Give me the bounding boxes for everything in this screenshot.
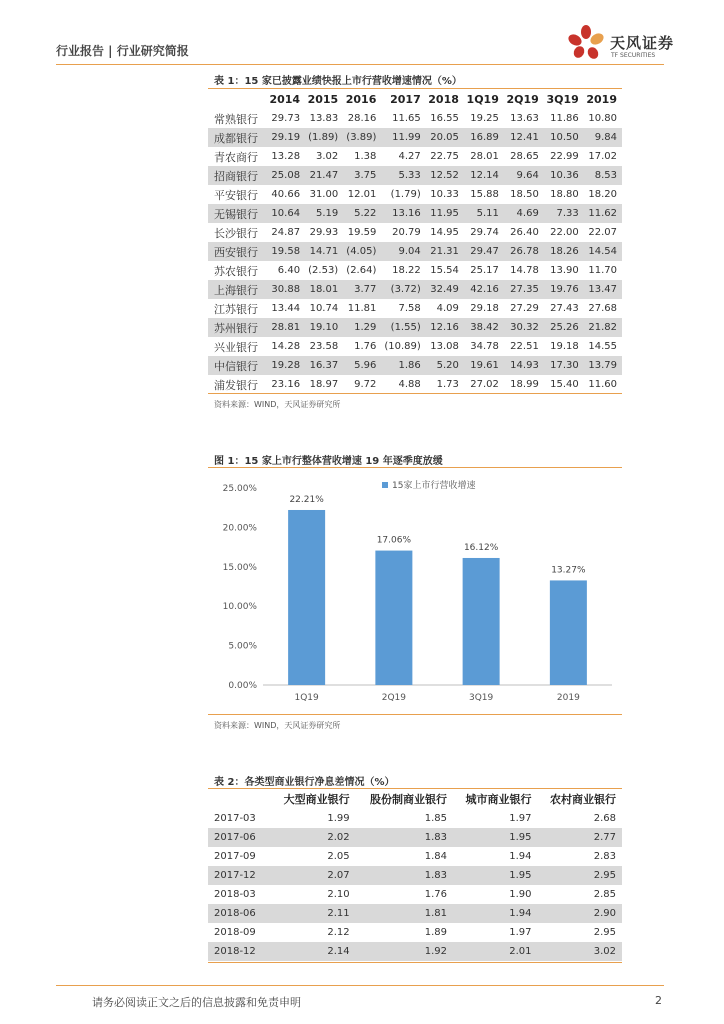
table-row <box>208 904 622 923</box>
table1-cell: 32.49 <box>426 280 464 299</box>
table2-cell: 1.97 <box>509 927 532 938</box>
table1-cell: 18.80 <box>550 189 579 200</box>
table1-cell: 18.97 <box>309 379 339 390</box>
table1-row-label: 西安银行 <box>208 242 267 261</box>
table-row <box>208 280 622 299</box>
table2-row-label: 2018-06 <box>208 904 271 923</box>
table1-cell: 14.78 <box>510 265 539 276</box>
data-label: 22.21% <box>289 494 324 505</box>
table-row <box>208 356 622 375</box>
table1-header-cell: 2019 <box>586 92 617 106</box>
table1-cell: 5.22 <box>343 204 381 223</box>
table1-cell: 4.69 <box>504 204 544 223</box>
table1-cell: 9.04 <box>381 242 425 261</box>
table1-cell: 27.43 <box>550 303 579 314</box>
table1-cell: 4.88 <box>398 379 421 390</box>
table2-cell: 1.83 <box>356 828 453 847</box>
table1-cell: 13.79 <box>584 356 622 375</box>
table1-cell: 19.76 <box>544 280 584 299</box>
data-label: 16.12% <box>463 542 499 553</box>
table2-cell: 2.07 <box>271 866 355 885</box>
figure1-caption: 图 1：15 家上市行整体营收增速 19 年逐季度放缓 <box>214 456 443 467</box>
flower-logo-icon <box>566 24 610 62</box>
table-row <box>208 223 622 242</box>
table-row <box>208 318 622 337</box>
table2-cell: 2.68 <box>593 813 616 824</box>
table2-cell: 2.85 <box>593 889 616 900</box>
table1-cell: 13.47 <box>584 280 622 299</box>
table2-cell: 1.97 <box>509 813 532 824</box>
table-row <box>208 147 622 166</box>
table1-row-label: 常熟银行 <box>214 112 258 126</box>
x-tick-label: 2Q19 <box>381 693 407 703</box>
y-tick-label: 5.00% <box>228 641 257 652</box>
table2-cell: 2.12 <box>327 927 350 938</box>
table1-header-cell: 2015 <box>307 92 339 106</box>
table1-cell: 17.02 <box>588 151 617 162</box>
table-row <box>208 375 622 394</box>
table1-row-label: 无锡银行 <box>208 204 267 223</box>
x-tick-label: 3Q19 <box>468 693 494 703</box>
table1-cell: 3.75 <box>343 166 381 185</box>
table1-cell: 27.68 <box>588 303 617 314</box>
table1-header-cell: 2014 <box>269 92 301 106</box>
table1-cell: 14.28 <box>271 341 301 352</box>
table1-cell: 20.79 <box>392 227 421 238</box>
logo-name-en: TF SECURITIES <box>611 52 656 59</box>
y-tick-label: 20.00% <box>222 523 257 534</box>
table2-header-cell: 农村商业银行 <box>550 793 616 806</box>
table1-cell: 14.54 <box>584 242 622 261</box>
table1-cell: 9.84 <box>584 128 622 147</box>
table1-cell: 13.90 <box>550 265 579 276</box>
table1-cell: 1.76 <box>354 341 377 352</box>
table-row <box>208 166 622 185</box>
table2-header-cell: 股份制商业银行 <box>370 793 447 806</box>
bar <box>550 580 587 685</box>
y-tick-label: 25.00% <box>222 484 257 494</box>
table1-row-label: 青农商行 <box>214 150 258 164</box>
table1-cell: 1.86 <box>381 356 425 375</box>
table-row <box>208 128 622 147</box>
table1-cell: 11.81 <box>347 303 377 314</box>
table1-cell: 38.42 <box>464 318 504 337</box>
table2-cell: 1.94 <box>509 851 532 862</box>
table1-cell: 25.26 <box>544 318 584 337</box>
table1-cell: 5.19 <box>305 204 343 223</box>
table-row <box>208 828 622 847</box>
revenue-growth-table <box>208 89 622 394</box>
bar <box>288 510 325 685</box>
table1-cell: 13.08 <box>430 341 459 352</box>
table2-cell: 1.84 <box>424 851 447 862</box>
table1-cell: 18.26 <box>544 242 584 261</box>
table1-cell: 12.41 <box>504 128 544 147</box>
table1-cell: 20.05 <box>426 128 464 147</box>
table1-cell: 13.63 <box>510 113 539 124</box>
table-row <box>208 261 622 280</box>
table1-cell: 10.80 <box>588 113 617 124</box>
table-row <box>208 866 622 885</box>
table1-cell: 19.25 <box>470 113 499 124</box>
table2-cell: 2.90 <box>537 904 622 923</box>
table1-cell: 19.18 <box>550 341 579 352</box>
table1-cell: 29.18 <box>470 303 499 314</box>
table1-cell: 22.00 <box>550 227 579 238</box>
table1-cell: 4.27 <box>398 151 421 162</box>
table1-cell: 15.54 <box>430 265 459 276</box>
table1-cell: 11.99 <box>381 128 425 147</box>
report-header: 行业报告 | 行业研究简报 <box>56 44 189 58</box>
table1-cell: 15.40 <box>550 379 579 390</box>
table1-cell: 10.50 <box>544 128 584 147</box>
table1-cell: 7.58 <box>398 303 421 314</box>
table1-cell: 23.58 <box>309 341 339 352</box>
table1-cell: 25.08 <box>267 166 305 185</box>
table1-cell: 19.28 <box>267 356 305 375</box>
table1-cell: 3.77 <box>343 280 381 299</box>
table2-cell: 1.95 <box>453 866 537 885</box>
table2-cell: 2.83 <box>593 851 616 862</box>
table-row <box>208 847 622 866</box>
bar <box>375 551 412 685</box>
table2-row-label: 2017-12 <box>208 866 271 885</box>
figure1-top-rule <box>208 467 622 468</box>
table2-cell: 1.83 <box>356 866 453 885</box>
table1-cell: 4.09 <box>436 303 459 314</box>
figure1-source: 资料来源：WIND，天风证券研究所 <box>214 721 341 730</box>
table1-cell: (3.89) <box>343 128 381 147</box>
y-tick-label: 0.00% <box>228 681 257 691</box>
table1-cell: 34.78 <box>470 341 499 352</box>
table1-header-cell: 1Q19 <box>466 92 499 106</box>
table1-cell: 22.07 <box>588 227 617 238</box>
table1-cell: 16.37 <box>305 356 343 375</box>
table1-cell: 11.62 <box>584 204 622 223</box>
company-logo <box>566 24 676 62</box>
table1-cell: 19.10 <box>305 318 343 337</box>
table1-cell: 12.52 <box>426 166 464 185</box>
table1-cell: 19.58 <box>267 242 305 261</box>
table1-row-label: 中信银行 <box>208 356 267 375</box>
table1-cell: 26.40 <box>510 227 539 238</box>
table2-cell: 2.14 <box>271 942 355 961</box>
table1-row-label: 浦发银行 <box>214 378 258 392</box>
table-row <box>208 109 622 128</box>
table2-cell: 1.81 <box>356 904 453 923</box>
table1-cell: 3.02 <box>315 151 339 162</box>
table1-cell: 7.33 <box>544 204 584 223</box>
table1-row-label: 苏州银行 <box>208 318 267 337</box>
table1-source: 资料来源：WIND，天风证券研究所 <box>214 400 341 409</box>
table2-row-label: 2018-12 <box>208 942 271 961</box>
table-row <box>208 242 622 261</box>
table1-cell: 21.31 <box>426 242 464 261</box>
table1-cell: 8.53 <box>584 166 622 185</box>
table1-cell: 11.65 <box>392 113 421 124</box>
table2-caption: 表 2：各类型商业银行净息差情况（%） <box>214 777 395 788</box>
table1-cell: (2.53) <box>308 265 339 276</box>
table1-caption: 表 1：15 家已披露业绩快报上市行营收增速情况（%） <box>214 76 462 87</box>
table-row <box>208 809 622 828</box>
table2-cell: 1.95 <box>453 828 537 847</box>
table2-cell: 2.77 <box>537 828 622 847</box>
legend-swatch <box>382 482 388 488</box>
table1-row-label: 成都银行 <box>208 128 267 147</box>
table2-cell: 2.10 <box>327 889 350 900</box>
table1-cell: 19.59 <box>347 227 377 238</box>
table1-cell: 29.93 <box>309 227 339 238</box>
table1-cell: 26.78 <box>504 242 544 261</box>
x-tick-label: 1Q19 <box>294 693 319 703</box>
table1-cell: 14.71 <box>305 242 343 261</box>
figure1-bottom-rule <box>208 714 622 715</box>
table1-cell: 13.28 <box>271 151 301 162</box>
table1-cell: 30.32 <box>504 318 544 337</box>
table1-header-cell: 2018 <box>428 92 459 106</box>
table2-row-label: 2018-09 <box>214 927 256 938</box>
table1-cell: 11.60 <box>588 379 617 390</box>
table1-cell: 10.33 <box>430 189 459 200</box>
table-row <box>208 942 622 961</box>
table2-header-cell: 大型商业银行 <box>283 793 350 806</box>
table1-cell: 42.16 <box>464 280 504 299</box>
table2-cell: 1.76 <box>424 889 447 900</box>
table1-cell: 12.01 <box>347 189 377 200</box>
table2-cell: 1.89 <box>424 927 447 938</box>
table1-cell: 22.99 <box>550 151 579 162</box>
table1-cell: 14.95 <box>430 227 459 238</box>
table-row <box>208 185 622 204</box>
table1-cell: 13.44 <box>271 303 301 314</box>
table1-cell: 40.66 <box>271 189 301 200</box>
table1-cell: 12.16 <box>426 318 464 337</box>
footer-divider <box>56 985 664 986</box>
table1-row-label: 招商银行 <box>208 166 267 185</box>
table1-cell: 28.65 <box>510 151 539 162</box>
table2-cell: 2.01 <box>453 942 537 961</box>
table1-cell: 1.73 <box>436 379 459 390</box>
table1-header-cell: 2017 <box>390 92 421 106</box>
table1-cell: 28.81 <box>267 318 305 337</box>
table1-cell: 28.16 <box>347 113 377 124</box>
table1-header-cell: 3Q19 <box>546 92 579 106</box>
table1-cell: 23.16 <box>271 379 301 390</box>
table2-cell: 2.05 <box>327 851 350 862</box>
y-tick-label: 10.00% <box>222 602 257 613</box>
header-divider <box>56 64 664 65</box>
net-interest-margin-table <box>208 789 622 961</box>
table-row <box>208 337 622 356</box>
table1-cell: 9.64 <box>504 166 544 185</box>
table1-cell: 29.73 <box>271 113 301 124</box>
table1-cell: 16.55 <box>430 113 459 124</box>
table1-row-label: 兴业银行 <box>214 340 258 354</box>
table1-cell: 5.33 <box>381 166 425 185</box>
table2-cell: 3.02 <box>537 942 622 961</box>
table-row <box>208 923 622 942</box>
table1-row-label: 上海银行 <box>208 280 267 299</box>
table1-cell: 5.20 <box>426 356 464 375</box>
table2-cell: 1.94 <box>453 904 537 923</box>
table1-cell: 27.35 <box>504 280 544 299</box>
table1-cell: 14.93 <box>504 356 544 375</box>
table1-cell: 1.38 <box>354 151 377 162</box>
data-label: 13.27% <box>551 565 586 576</box>
table1-cell: (2.64) <box>346 265 377 276</box>
bar <box>463 558 500 685</box>
table1-cell: 5.96 <box>343 356 381 375</box>
table1-cell: 21.82 <box>584 318 622 337</box>
logo-name-cn: 天风证券 <box>610 34 675 52</box>
table-row <box>208 885 622 904</box>
table1-cell: 27.29 <box>510 303 539 314</box>
table1-cell: (4.05) <box>343 242 381 261</box>
table1-cell: (1.55) <box>381 318 425 337</box>
table1-cell: 18.20 <box>588 189 617 200</box>
table1-cell: 14.55 <box>588 341 617 352</box>
table1-row-label: 长沙银行 <box>214 226 258 240</box>
table2-row-label: 2017-06 <box>208 828 271 847</box>
table1-cell: 29.19 <box>267 128 305 147</box>
table1-cell: 11.86 <box>550 113 579 124</box>
table1-cell: 29.47 <box>464 242 504 261</box>
table2-header-cell: 城市商业银行 <box>465 793 532 806</box>
table1-cell: 10.64 <box>267 204 305 223</box>
table2-cell: 2.11 <box>271 904 355 923</box>
table1-cell: 13.83 <box>309 113 339 124</box>
table2-cell: 1.90 <box>509 889 532 900</box>
table1-header-cell: 2016 <box>345 92 377 106</box>
table1-cell: 11.95 <box>426 204 464 223</box>
revenue-growth-bar-chart <box>208 470 622 710</box>
table2-cell: 1.92 <box>356 942 453 961</box>
table2-bottom-rule <box>208 962 622 963</box>
table1-cell: (3.72) <box>381 280 425 299</box>
table-row <box>208 204 622 223</box>
table1-cell: 29.74 <box>470 227 499 238</box>
x-tick-label: 2019 <box>556 693 580 703</box>
table1-header-cell <box>208 89 267 109</box>
table1-cell: 24.87 <box>271 227 301 238</box>
table2-cell: 2.02 <box>271 828 355 847</box>
table1-row-label: 平安银行 <box>214 188 258 202</box>
table2-cell: 2.95 <box>593 927 616 938</box>
table1-cell: 11.70 <box>588 265 617 276</box>
table1-row-label: 江苏银行 <box>214 302 258 316</box>
table1-cell: 1.29 <box>343 318 381 337</box>
table1-row-label: 苏农银行 <box>214 264 258 278</box>
y-tick-label: 15.00% <box>222 562 257 573</box>
table1-cell: 22.75 <box>430 151 459 162</box>
table1-cell: 27.02 <box>470 379 499 390</box>
table2-row-label: 2018-03 <box>214 889 256 900</box>
legend-label: 15家上市行营收增速 <box>392 481 476 491</box>
table1-cell: 5.11 <box>464 204 504 223</box>
table1-cell: 30.88 <box>267 280 305 299</box>
table1-cell: (1.79) <box>390 189 421 200</box>
table1-cell: 16.89 <box>464 128 504 147</box>
table2-header-cell <box>208 789 271 809</box>
table-row <box>208 299 622 318</box>
table1-cell: 25.17 <box>470 265 499 276</box>
table2-row-label: 2017-03 <box>214 813 256 824</box>
table1-cell: 31.00 <box>309 189 339 200</box>
table1-cell: 9.72 <box>354 379 377 390</box>
table1-cell: 19.61 <box>464 356 504 375</box>
disclaimer: 请务必阅读正文之后的信息披露和免责申明 <box>92 996 301 1009</box>
table1-cell: 13.16 <box>381 204 425 223</box>
table1-cell: 18.50 <box>510 189 539 200</box>
table1-cell: 18.01 <box>305 280 343 299</box>
table2-cell: 2.95 <box>537 866 622 885</box>
table1-cell: 21.47 <box>305 166 343 185</box>
table1-cell: 18.22 <box>392 265 421 276</box>
table1-cell: 28.01 <box>470 151 499 162</box>
table1-cell: 15.88 <box>470 189 499 200</box>
data-label: 17.06% <box>376 535 412 546</box>
table1-cell: 10.74 <box>309 303 339 314</box>
table1-cell: 10.36 <box>544 166 584 185</box>
table2-cell: 1.99 <box>327 813 350 824</box>
table1-cell: 18.99 <box>510 379 539 390</box>
table1-cell: 22.51 <box>510 341 539 352</box>
table2-cell: 1.85 <box>424 813 447 824</box>
page-number: 2 <box>655 994 662 1007</box>
table1-cell: 17.30 <box>544 356 584 375</box>
table1-bottom-rule <box>208 393 622 394</box>
table1-cell: 6.40 <box>277 265 301 276</box>
table1-cell: (10.89) <box>384 341 421 352</box>
table1-header-cell: 2Q19 <box>506 92 539 106</box>
table2-row-label: 2017-09 <box>214 851 256 862</box>
table1-cell: 12.14 <box>464 166 504 185</box>
table1-cell: (1.89) <box>305 128 343 147</box>
